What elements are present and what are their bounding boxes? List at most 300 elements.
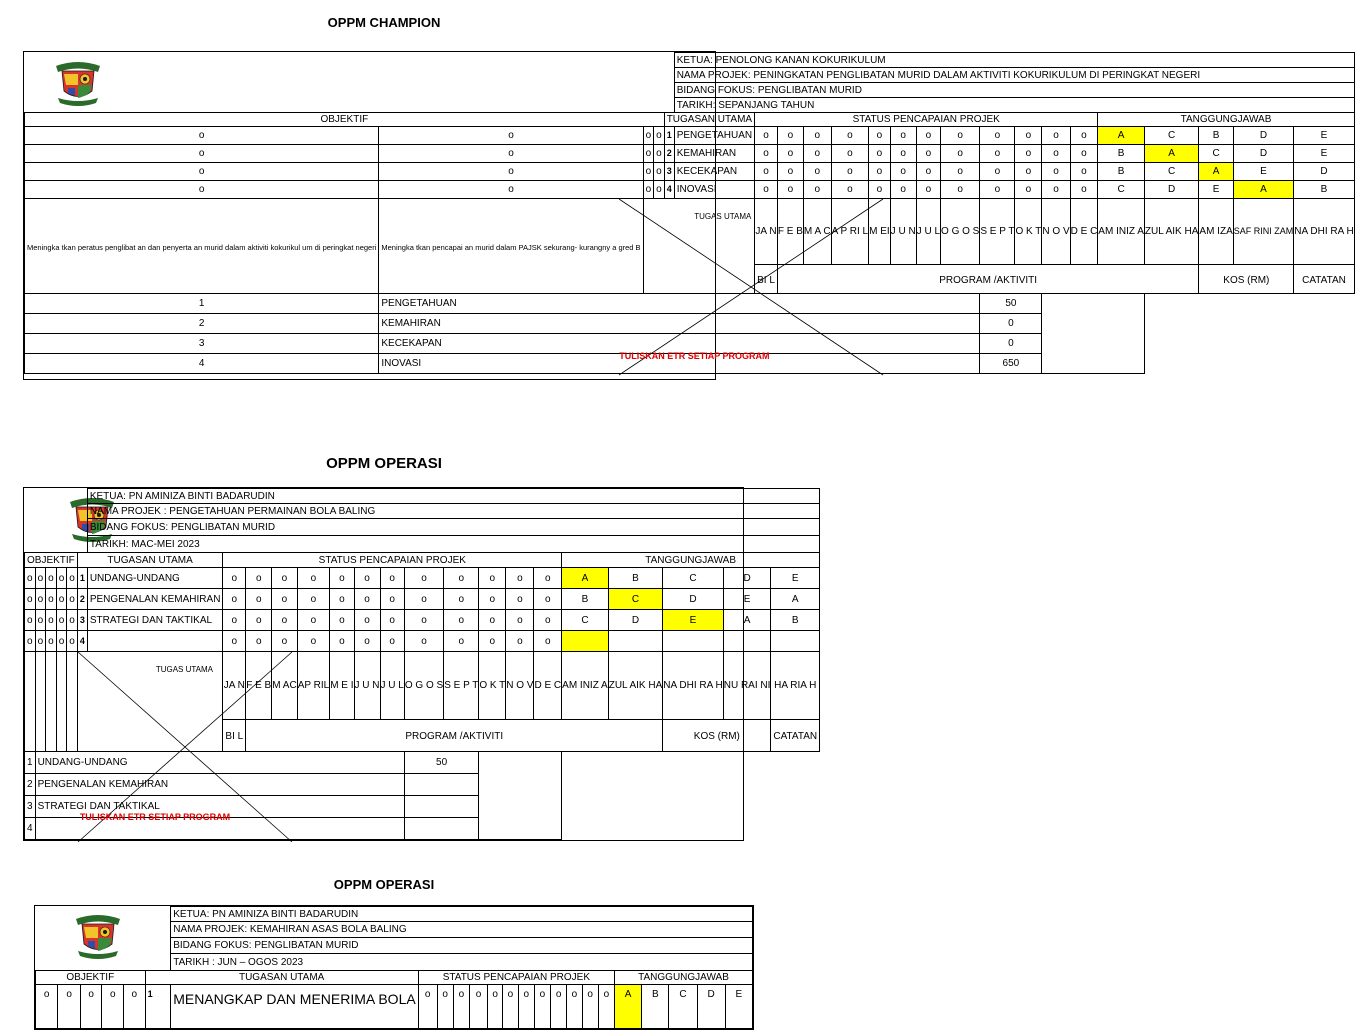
program-bil: 4 — [25, 818, 36, 840]
objective-marker: o — [56, 631, 67, 652]
task-number: 2 — [664, 145, 674, 163]
header-status-pencapaian: STATUS PENCAPAIAN PROJEK — [418, 971, 614, 985]
responsibility-cell — [663, 631, 723, 652]
month-status-marker: o — [598, 985, 614, 1029]
program-bil: 2 — [25, 774, 36, 796]
responsibility-cell: C — [1144, 127, 1199, 145]
objective-marker: o — [67, 631, 78, 652]
responsibility-cell: D — [663, 589, 723, 610]
month-jan: JA N — [755, 199, 778, 265]
info-bidang-fokus: BIDANG FOKUS: PENGLIBATAN MURID — [87, 519, 819, 536]
task-row — [25, 181, 1355, 199]
month-status-marker: o — [330, 568, 354, 589]
month-status-marker: o — [534, 589, 562, 610]
month-status-marker: o — [831, 127, 869, 145]
tugas-utama-cross — [619, 199, 883, 375]
responsibility-cell: A — [615, 985, 642, 1029]
header-tugasan-utama: TUGASAN UTAMA — [145, 971, 418, 985]
task-name: UNDANG-UNDANG — [87, 568, 223, 589]
month-status-marker: o — [330, 631, 354, 652]
month-status-marker: o — [755, 181, 778, 199]
month-april: AP RIL — [297, 652, 330, 720]
month-status-marker: o — [1042, 163, 1070, 181]
responsibility-cell: B — [1098, 145, 1145, 163]
info-nama-projek: NAMA PROJEK: PENINGKATAN PENGLIBATAN MURID DALAM AKTIVITI KOKURIKULUM DI PERINGKAT NEGERI — [674, 68, 1354, 83]
month-nov: N O V — [506, 652, 534, 720]
info-ketua: KETUA: PN AMINIZA BINTI BADARUDIN — [171, 907, 753, 922]
month-status-marker: o — [534, 610, 562, 631]
responsibility-cell: C — [608, 589, 663, 610]
month-sept: S E P T — [444, 652, 479, 720]
task-row — [25, 589, 820, 610]
objective-marker: o — [654, 145, 665, 163]
prog-header-catatan: CATATAN — [1294, 265, 1354, 294]
responsibility-cell: E — [725, 985, 752, 1029]
task-number: 2 — [77, 589, 87, 610]
month-status-marker: o — [223, 610, 246, 631]
month-status-marker: o — [1070, 181, 1098, 199]
month-status-marker: o — [941, 145, 980, 163]
month-jan: JA N — [223, 652, 246, 720]
month-status-marker: o — [534, 568, 562, 589]
task-row — [25, 145, 1355, 163]
program-kos: 50 — [404, 752, 478, 774]
objective-marker: o — [379, 181, 643, 199]
month-status-marker: o — [246, 610, 272, 631]
month-status-marker: o — [404, 568, 443, 589]
month-status-marker: o — [831, 163, 869, 181]
month-status-marker: o — [890, 127, 916, 145]
month-status-marker: o — [916, 181, 940, 199]
task-name: KECEKAPAN — [674, 163, 754, 181]
objective-marker: o — [35, 589, 46, 610]
objective-marker: o — [379, 163, 643, 181]
header-objektif: OBJEKTIF — [36, 971, 146, 985]
month-status-marker: o — [916, 127, 940, 145]
month-status-marker: o — [437, 985, 453, 1029]
month-status-marker: o — [246, 589, 272, 610]
month-status-marker: o — [444, 631, 479, 652]
month-dec: D E C — [1070, 199, 1098, 265]
objective-marker: o — [124, 985, 146, 1029]
task-row — [25, 127, 1355, 145]
objective-marker: o — [654, 163, 665, 181]
objective-marker: o — [654, 127, 665, 145]
objective-marker: o — [35, 631, 46, 652]
objective-marker: o — [25, 145, 379, 163]
program-bil: 3 — [25, 796, 36, 818]
month-status-marker: o — [551, 985, 567, 1029]
month-status-marker: o — [404, 610, 443, 631]
month-status-marker: o — [479, 589, 506, 610]
month-status-marker: o — [803, 127, 831, 145]
month-feb: F E B — [777, 199, 803, 265]
month-status-marker: o — [479, 610, 506, 631]
month-status-marker: o — [223, 589, 246, 610]
section3-table — [35, 906, 753, 1029]
program-bil: 2 — [25, 314, 379, 334]
month-status-marker: o — [980, 181, 1015, 199]
info-ketua: KETUA: PN AMINIZA BINTI BADARUDIN — [87, 489, 819, 504]
month-feb: F E B — [246, 652, 272, 720]
month-status-marker: o — [1070, 127, 1098, 145]
month-status-marker: o — [803, 145, 831, 163]
month-mac: M AC — [272, 652, 297, 720]
task-number: 3 — [664, 163, 674, 181]
month-status-marker: o — [1042, 127, 1070, 145]
info-tarikh: TARIKH: SEPANJANG TAHUN — [674, 98, 1354, 113]
month-status-marker: o — [506, 631, 534, 652]
month-mei: M EI — [869, 199, 891, 265]
person-5: HA RIA H — [771, 652, 820, 720]
responsibility-cell: E — [723, 589, 771, 610]
responsibility-cell: E — [1294, 145, 1354, 163]
responsibility-cell: B — [1098, 163, 1145, 181]
month-jun: J U N — [890, 199, 916, 265]
month-status-marker: o — [444, 589, 479, 610]
month-status-marker: o — [453, 985, 469, 1029]
month-status-marker: o — [444, 610, 479, 631]
month-okt: O K T — [1015, 199, 1042, 265]
program-name: INOVASI — [379, 354, 980, 374]
month-status-marker: o — [380, 589, 404, 610]
program-bil: 1 — [25, 752, 36, 774]
responsibility-cell: C — [1144, 163, 1199, 181]
objective-marker: o — [56, 568, 67, 589]
objective-marker: o — [67, 589, 78, 610]
month-status-marker: o — [354, 568, 380, 589]
responsibility-cell: C — [562, 610, 609, 631]
header-tanggungjawab: TANGGUNGJAWAB — [1098, 113, 1354, 127]
program-kos — [404, 818, 478, 840]
catatan-cell — [1042, 294, 1144, 374]
objective-marker: o — [643, 127, 654, 145]
month-status-marker: o — [223, 568, 246, 589]
month-status-marker: o — [506, 589, 534, 610]
month-jul: J U L — [916, 199, 940, 265]
responsibility-cell: E — [1199, 181, 1233, 199]
month-status-marker: o — [354, 631, 380, 652]
objective-marker: o — [46, 631, 57, 652]
month-status-marker: o — [869, 181, 891, 199]
responsibility-cell: D — [608, 610, 663, 631]
program-kos: 650 — [980, 354, 1042, 374]
month-status-marker: o — [534, 631, 562, 652]
objective-marker: o — [643, 181, 654, 199]
prog-header-bil: BI L — [223, 720, 246, 752]
responsibility-cell: A — [1233, 181, 1294, 199]
month-status-marker: o — [831, 181, 869, 199]
month-status-marker: o — [272, 568, 297, 589]
objective-marker: o — [36, 985, 58, 1029]
month-status-marker: o — [1015, 127, 1042, 145]
task-name — [87, 631, 223, 652]
month-status-marker: o — [755, 163, 778, 181]
person-5: NA DHI RA H — [1294, 199, 1354, 265]
objective-marker: o — [56, 589, 67, 610]
program-bil: 1 — [25, 294, 379, 314]
month-status-marker: o — [479, 631, 506, 652]
header-objektif: OBJEKTIF — [25, 553, 78, 568]
prog-header-bil: BI L — [755, 265, 778, 294]
month-status-marker: o — [916, 163, 940, 181]
objective-marker: o — [25, 631, 36, 652]
month-nov: N O V — [1042, 199, 1070, 265]
month-status-marker: o — [223, 631, 246, 652]
prog-header-kos: KOS (RM) — [1199, 265, 1294, 294]
person-4: NU RAI NI — [723, 652, 771, 720]
responsibility-cell: E — [663, 610, 723, 631]
responsibility-cell: C — [669, 985, 697, 1029]
task-name: INOVASI — [674, 181, 754, 199]
section1-table — [24, 52, 1355, 374]
person-1: AM INIZ A — [1098, 199, 1145, 265]
month-status-marker: o — [1042, 145, 1070, 163]
task-number: 1 — [77, 568, 87, 589]
month-status-marker: o — [890, 145, 916, 163]
month-sept: S E P T — [980, 199, 1015, 265]
objective-marker: o — [654, 181, 665, 199]
month-status-marker: o — [916, 145, 940, 163]
prog-header-kos: KOS (RM) — [663, 720, 771, 752]
person-2: ZUL AIK HA — [1144, 199, 1199, 265]
month-status-marker: o — [582, 985, 598, 1029]
month-status-marker: o — [941, 181, 980, 199]
header-tugasan-utama: TUGASAN UTAMA — [77, 553, 223, 568]
responsibility-cell: D — [1233, 145, 1294, 163]
responsibility-cell: E — [1294, 127, 1354, 145]
month-status-marker: o — [777, 127, 803, 145]
month-ogos: O G O S — [941, 199, 980, 265]
objective-marker: o — [58, 985, 80, 1029]
task-row — [25, 568, 820, 589]
month-status-marker: o — [755, 127, 778, 145]
month-okt: O K T — [479, 652, 506, 720]
month-status-marker: o — [380, 610, 404, 631]
catatan-cell — [479, 752, 562, 840]
month-status-marker: o — [1015, 181, 1042, 199]
month-mei: M E I — [330, 652, 354, 720]
section2-sheet — [23, 487, 818, 841]
month-status-marker: o — [330, 589, 354, 610]
month-status-marker: o — [272, 631, 297, 652]
month-status-marker: o — [831, 145, 869, 163]
month-status-marker: o — [380, 631, 404, 652]
program-kos: 50 — [980, 294, 1042, 314]
month-status-marker: o — [418, 985, 437, 1029]
month-april: A P RI L — [831, 199, 869, 265]
month-status-marker: o — [1015, 163, 1042, 181]
responsibility-cell: C — [663, 568, 723, 589]
section1-title: OPPM CHAMPION — [327, 15, 441, 30]
program-kos — [404, 796, 478, 818]
task-row — [25, 631, 820, 652]
month-status-marker: o — [777, 181, 803, 199]
responsibility-cell: D — [697, 985, 725, 1029]
responsibility-cell: A — [1144, 145, 1199, 163]
month-status-marker: o — [297, 589, 330, 610]
program-bil: 3 — [25, 334, 379, 354]
objective-1-text: Meningka tkan peratus penglibat an dan penyerta an murid dalam aktiviti kokurikul um di peringkat negeri — [25, 199, 379, 294]
responsibility-cell: C — [1199, 145, 1233, 163]
info-tarikh: TARIKH: MAC-MEI 2023 — [87, 536, 819, 553]
task-name: PENGETAHUAN — [674, 127, 754, 145]
responsibility-cell: D — [1294, 163, 1354, 181]
month-status-marker: o — [297, 610, 330, 631]
responsibility-cell: B — [1199, 127, 1233, 145]
month-status-marker: o — [980, 127, 1015, 145]
responsibility-cell: A — [562, 568, 609, 589]
tugas-utama-label: TUGAS UTAMA — [694, 212, 752, 221]
section2-task-rows — [25, 568, 820, 652]
month-ogos: O G O S — [404, 652, 443, 720]
objective-marker: o — [25, 610, 36, 631]
program-name: PENGENALAN KEMAHIRAN — [35, 774, 404, 796]
info-tarikh: TARIKH : JUN – OGOS 2023 — [171, 954, 753, 971]
responsibility-cell: A — [1098, 127, 1145, 145]
header-status-pencapaian: STATUS PENCAPAIAN PROJEK — [755, 113, 1098, 127]
section1-sheet — [23, 51, 1354, 380]
info-nama-projek: NAMA PROJEK: KEMAHIRAN ASAS BOLA BALING — [171, 922, 753, 938]
program-name: KEMAHIRAN — [379, 314, 980, 334]
objective-marker: o — [56, 610, 67, 631]
program-name: STRATEGI DAN TAKTIKAL — [35, 796, 404, 818]
section3-task-rows — [36, 985, 753, 1029]
header-tanggungjawab: TANGGUNGJAWAB — [615, 971, 753, 985]
month-dec: D E C — [534, 652, 562, 720]
month-status-marker: o — [354, 589, 380, 610]
person-1: AM INIZ A — [562, 652, 609, 720]
month-status-marker: o — [469, 985, 487, 1029]
etr-note: TULISKAN ETR SETIAP PROGRAM — [619, 351, 770, 361]
responsibility-cell: E — [1233, 163, 1294, 181]
task-number: 4 — [77, 631, 87, 652]
person-3: NA DHI RA H — [663, 652, 723, 720]
month-status-marker: o — [1070, 163, 1098, 181]
etr-note: TULISKAN ETR SETIAP PROGRAM — [79, 812, 231, 822]
task-name: MENANGKAP DAN MENERIMA BOLA — [171, 985, 418, 1029]
responsibility-cell: A — [723, 610, 771, 631]
month-jul: J U L — [380, 652, 404, 720]
section2-table — [24, 488, 820, 840]
responsibility-cell — [771, 631, 820, 652]
month-status-marker: o — [487, 985, 502, 1029]
info-ketua: KETUA: PENOLONG KANAN KOKURIKULUM — [674, 53, 1354, 68]
month-status-marker: o — [869, 127, 891, 145]
program-name: KECEKAPAN — [379, 334, 980, 354]
responsibility-cell: B — [771, 610, 820, 631]
responsibility-cell: A — [771, 589, 820, 610]
month-status-marker: o — [272, 589, 297, 610]
month-status-marker: o — [777, 163, 803, 181]
objective-marker: o — [102, 985, 124, 1029]
objective-marker: o — [35, 568, 46, 589]
month-jun: J U N — [354, 652, 380, 720]
month-status-marker: o — [246, 631, 272, 652]
section1-task-rows — [25, 127, 1355, 199]
objective-marker: o — [379, 145, 643, 163]
task-number: 1 — [145, 985, 171, 1029]
objective-marker: o — [46, 589, 57, 610]
program-name: PENGETAHUAN — [379, 294, 980, 314]
task-name: KEMAHIRAN — [674, 145, 754, 163]
month-status-marker: o — [1042, 181, 1070, 199]
month-status-marker: o — [479, 568, 506, 589]
responsibility-cell: E — [771, 568, 820, 589]
responsibility-cell: D — [1144, 181, 1199, 199]
responsibility-cell: B — [562, 589, 609, 610]
month-status-marker: o — [272, 610, 297, 631]
month-status-marker: o — [869, 145, 891, 163]
tugas-utama-label: TUGAS UTAMA — [155, 665, 213, 674]
objective-marker: o — [25, 127, 379, 145]
month-status-marker: o — [1015, 145, 1042, 163]
section3-title: OPPM OPERASI — [333, 877, 435, 892]
objective-marker: o — [80, 985, 102, 1029]
header-tugasan-utama: TUGASAN UTAMA — [664, 113, 754, 127]
objective-marker: o — [46, 610, 57, 631]
month-status-marker: o — [1070, 145, 1098, 163]
info-bidang-fokus: BIDANG FOKUS: PENGLIBATAN MURID — [171, 938, 753, 954]
month-status-marker: o — [803, 163, 831, 181]
month-status-marker: o — [506, 610, 534, 631]
task-row — [36, 985, 753, 1029]
objective-marker: o — [67, 610, 78, 631]
month-status-marker: o — [246, 568, 272, 589]
month-status-marker: o — [980, 145, 1015, 163]
responsibility-cell: D — [723, 568, 771, 589]
program-name: UNDANG-UNDANG — [35, 752, 404, 774]
month-status-marker: o — [404, 631, 443, 652]
task-number: 1 — [664, 127, 674, 145]
month-status-marker: o — [941, 163, 980, 181]
objective-marker: o — [25, 568, 36, 589]
objective-marker: o — [643, 163, 654, 181]
objective-marker: o — [67, 568, 78, 589]
month-status-marker: o — [518, 985, 534, 1029]
month-status-marker: o — [755, 145, 778, 163]
objective-2-text: Meningka tkan pencapai an murid dalam PAJSK sekurang- kurangny a gred B — [379, 199, 643, 294]
responsibility-cell: B — [608, 568, 663, 589]
month-status-marker: o — [534, 985, 550, 1029]
month-status-marker: o — [297, 568, 330, 589]
program-kos: 0 — [980, 334, 1042, 354]
objective-marker: o — [25, 589, 36, 610]
task-name: PENGENALAN KEMAHIRAN — [87, 589, 223, 610]
month-mac: M A C — [803, 199, 831, 265]
section3-sheet — [34, 905, 754, 1030]
program-bil: 4 — [25, 354, 379, 374]
month-status-marker: o — [777, 145, 803, 163]
task-row — [25, 163, 1355, 181]
month-status-marker: o — [354, 610, 380, 631]
objective-marker: o — [25, 163, 379, 181]
header-status-pencapaian: STATUS PENCAPAIAN PROJEK — [223, 553, 562, 568]
responsibility-cell: B — [1294, 181, 1354, 199]
month-status-marker: o — [506, 568, 534, 589]
month-status-marker: o — [330, 610, 354, 631]
objective-marker: o — [46, 568, 57, 589]
responsibility-cell — [723, 631, 771, 652]
responsibility-cell: D — [1233, 127, 1294, 145]
month-status-marker: o — [869, 163, 891, 181]
program-kos: 0 — [980, 314, 1042, 334]
task-number: 4 — [664, 181, 674, 199]
month-status-marker: o — [380, 568, 404, 589]
responsibility-cell: A — [1199, 163, 1233, 181]
responsibility-cell — [562, 631, 609, 652]
month-status-marker: o — [803, 181, 831, 199]
